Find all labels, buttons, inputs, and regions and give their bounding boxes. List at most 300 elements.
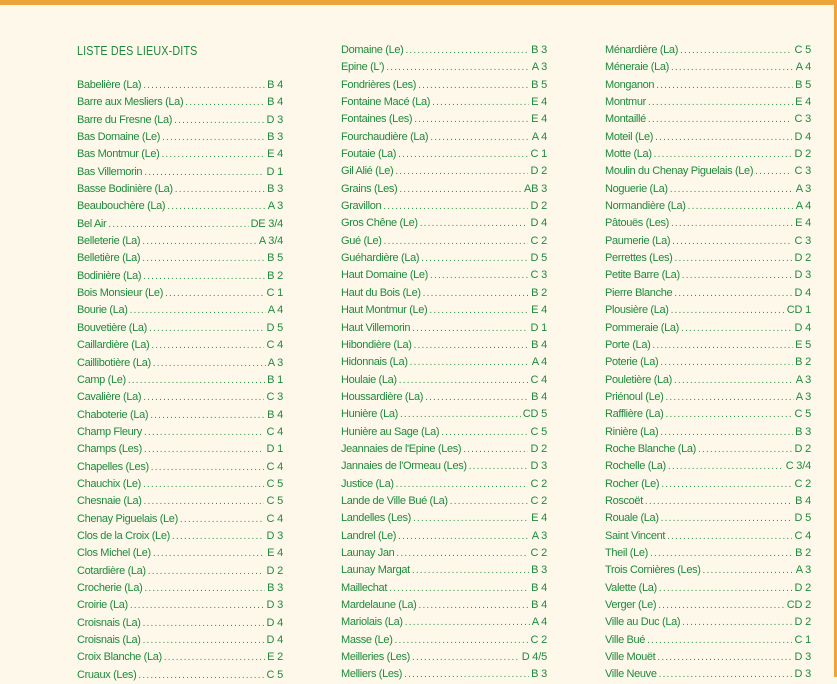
grid-reference: C 3 <box>794 165 811 178</box>
dot-leader <box>174 112 264 129</box>
grid-reference: B 4 <box>267 408 283 421</box>
dot-leader <box>656 77 793 94</box>
place-name: Caillibotière (La) <box>77 356 151 369</box>
place-name: Chaboterie (La) <box>77 408 149 421</box>
grid-reference: B 5 <box>267 252 283 265</box>
dot-leader <box>410 354 530 371</box>
list-item <box>77 580 283 597</box>
place-name: Montaillé <box>605 113 646 126</box>
dot-leader <box>143 77 265 94</box>
dot-leader <box>412 562 529 579</box>
dot-leader <box>153 545 265 562</box>
grid-reference: B 3 <box>531 668 547 681</box>
list-item <box>341 267 547 284</box>
grid-reference: D 2 <box>794 442 811 455</box>
grid-reference: C 2 <box>794 477 811 490</box>
place-name: Haut Domaine (Le) <box>341 269 428 282</box>
place-name: Mardelaune (La) <box>341 599 417 611</box>
list-item <box>605 614 811 631</box>
list-item <box>341 285 547 302</box>
place-name: Haut Montmur (Le) <box>341 304 428 317</box>
grid-reference: D 4/5 <box>521 651 547 664</box>
place-name: Hibondière (La) <box>341 338 412 351</box>
list-item <box>77 216 283 233</box>
dot-leader <box>164 649 265 666</box>
list-item <box>605 562 811 579</box>
grid-reference: C 4 <box>794 529 811 542</box>
grid-reference: A 3/4 <box>258 235 283 248</box>
dot-leader <box>162 129 265 146</box>
grid-reference: E 4 <box>267 148 283 161</box>
list-item <box>605 337 811 354</box>
place-name: Bas Montmur (Le) <box>77 148 160 161</box>
dot-leader <box>648 111 793 128</box>
place-name: Hunière au Sage (La) <box>341 425 440 438</box>
list-item <box>341 372 547 389</box>
dot-leader <box>144 164 264 181</box>
dot-leader <box>143 476 265 493</box>
list-item <box>77 528 283 545</box>
grid-reference: B 4 <box>531 581 547 594</box>
dot-leader <box>682 267 793 284</box>
dot-leader <box>389 580 529 597</box>
grid-reference: B 3 <box>267 131 283 144</box>
place-name: Clos de la Croix (Le) <box>77 529 170 542</box>
list-item <box>605 632 811 649</box>
list-item <box>605 372 811 389</box>
dot-leader <box>425 389 529 406</box>
dot-leader <box>654 146 793 163</box>
column-2 <box>341 42 547 684</box>
place-name: Trois Cornières (Les) <box>605 564 701 577</box>
grid-reference: D 3 <box>530 460 547 473</box>
place-name: Bel Air <box>77 217 107 230</box>
place-name: Epine (L') <box>341 61 385 74</box>
place-name: Gil Alié (Le) <box>341 165 394 178</box>
grid-reference: D 3 <box>266 113 283 126</box>
grid-reference: C 2 <box>530 494 547 507</box>
place-name: Cruaux (Les) <box>77 668 137 681</box>
dot-leader <box>420 215 529 232</box>
grid-reference: D 4 <box>794 130 811 143</box>
grid-reference: C 3 <box>794 113 811 126</box>
dot-leader <box>143 389 264 406</box>
list-item <box>605 302 811 319</box>
dot-leader <box>674 372 794 389</box>
place-name: Barre du Fresne (La) <box>77 113 173 126</box>
dot-leader <box>659 580 793 597</box>
dot-leader <box>404 666 529 683</box>
place-name: Rouale (La) <box>605 512 659 525</box>
list-item <box>605 181 811 198</box>
grid-reference: E 4 <box>531 512 547 525</box>
list-item <box>341 146 547 163</box>
grid-reference: A 3 <box>531 61 547 74</box>
place-name: Pierre Blanche <box>605 286 673 299</box>
grid-reference: B 4 <box>267 96 283 109</box>
grid-reference: D 3 <box>794 269 811 282</box>
dot-leader <box>463 441 528 458</box>
list-item <box>605 406 811 423</box>
list-item <box>341 597 547 614</box>
place-name: Petite Barre (La) <box>605 269 680 282</box>
grid-reference: D 3 <box>266 599 283 612</box>
list-item <box>341 111 547 128</box>
place-name: Belleterie (La) <box>77 235 141 248</box>
place-name: Ville au Duc (La) <box>605 616 681 629</box>
place-name: Chenay Piguelais (Le) <box>77 512 178 525</box>
grid-reference: C 2 <box>530 546 547 559</box>
dot-leader <box>143 268 265 285</box>
list-item <box>605 528 811 545</box>
list-item <box>77 649 283 666</box>
dot-leader <box>143 615 265 632</box>
grid-reference: B 4 <box>531 390 547 403</box>
list-item <box>341 528 547 545</box>
grid-reference: D 2 <box>266 564 283 577</box>
list-item <box>77 493 283 510</box>
list-item <box>341 302 547 319</box>
list-item <box>341 320 547 337</box>
list-item <box>341 215 547 232</box>
list-item <box>605 250 811 267</box>
place-name: Domaine (Le) <box>341 44 404 56</box>
place-name: Cavalière (La) <box>77 391 142 404</box>
place-name: Foutaie (La) <box>341 148 397 161</box>
place-name: Méneraie (La) <box>605 61 669 74</box>
dot-leader <box>172 528 265 545</box>
list-item <box>77 94 283 111</box>
grid-reference: A 4 <box>531 356 547 369</box>
grid-reference: B 3 <box>795 425 811 438</box>
list-item <box>605 320 811 337</box>
list-item <box>341 59 547 76</box>
place-name: Clos Michel (Le) <box>77 547 151 560</box>
grid-reference: C 5 <box>794 408 811 421</box>
grid-reference: B 1 <box>267 373 283 386</box>
list-item <box>77 597 283 614</box>
list-item <box>605 493 811 510</box>
grid-reference: C 2 <box>530 234 547 247</box>
list-item <box>605 163 811 180</box>
list-item <box>341 476 547 493</box>
grid-reference: C 1 <box>794 633 811 646</box>
list-item <box>77 337 283 354</box>
place-name: Basse Bodinière (La) <box>77 183 173 196</box>
place-name: Pâtouës (Les) <box>605 217 669 230</box>
grid-reference: A 3 <box>795 373 811 386</box>
dot-leader <box>655 129 792 146</box>
grid-reference: D 5 <box>530 252 547 265</box>
list-item <box>605 285 811 302</box>
grid-reference: D 4 <box>266 616 283 629</box>
place-name: Bourie (La) <box>77 304 128 317</box>
list-item <box>605 215 811 232</box>
place-name: Belletière (La) <box>77 252 141 265</box>
dot-leader <box>399 372 529 389</box>
grid-reference: D 2 <box>794 581 811 594</box>
list-item <box>341 424 547 441</box>
dot-leader <box>413 510 529 527</box>
list-item <box>77 77 283 94</box>
dot-leader <box>108 216 248 233</box>
dot-leader <box>395 163 528 180</box>
place-name: Saint Vincent <box>605 529 666 542</box>
list-item <box>341 562 547 579</box>
place-name: Croix Blanche (La) <box>77 651 162 664</box>
list-item <box>77 320 283 337</box>
grid-reference: A 3 <box>795 564 811 577</box>
dot-leader <box>647 632 792 649</box>
grid-reference: D 4 <box>266 634 283 646</box>
grid-reference: A 4 <box>531 130 547 143</box>
grid-reference: C 5 <box>266 668 283 681</box>
list-item <box>605 545 811 562</box>
place-name: Monganon <box>605 78 655 91</box>
grid-reference: CD 2 <box>786 599 811 611</box>
dot-leader <box>698 441 793 458</box>
dot-leader <box>412 320 528 337</box>
grid-reference: D 1 <box>530 321 547 334</box>
dot-leader <box>418 77 529 94</box>
list-item <box>77 129 283 146</box>
list-item <box>605 510 811 527</box>
dot-leader <box>665 389 793 406</box>
place-name: Noguerie (La) <box>605 182 668 195</box>
place-name: Beaubouchère (La) <box>77 200 166 213</box>
dot-leader <box>648 94 793 111</box>
grid-reference: B 5 <box>795 78 811 91</box>
place-name: Masse (Le) <box>341 633 393 646</box>
dot-leader <box>396 476 529 493</box>
place-name: Ville Mouët <box>605 651 656 664</box>
list-item <box>341 198 547 215</box>
place-name: Gros Chêne (Le) <box>341 217 418 230</box>
grid-reference: C 1 <box>266 287 283 300</box>
dot-leader <box>386 59 529 76</box>
grid-reference: D 2 <box>530 200 547 213</box>
grid-reference: E 5 <box>795 338 811 351</box>
place-name: Plousière (La) <box>605 304 669 317</box>
grid-reference: C 4 <box>266 425 283 438</box>
place-name: Haut Villemorin <box>341 321 411 334</box>
grid-reference: CD 5 <box>522 408 547 421</box>
dot-leader <box>430 267 528 284</box>
dot-leader <box>400 406 521 423</box>
list-item <box>341 441 547 458</box>
grid-reference: DE 3/4 <box>250 217 283 230</box>
list-item <box>77 198 283 215</box>
dot-leader <box>668 458 784 475</box>
place-name: Guéhardière (La) <box>341 252 420 265</box>
dot-leader <box>430 129 529 146</box>
dot-leader <box>681 320 793 337</box>
list-item <box>77 372 283 389</box>
list-item <box>341 649 547 666</box>
place-name: Rochelle (La) <box>605 460 666 473</box>
place-name: Hidonnais (La) <box>341 356 408 369</box>
place-name: Meilleries (Les) <box>341 651 410 664</box>
dot-leader <box>405 614 530 631</box>
place-name: Rafflière (La) <box>605 408 664 421</box>
place-name: Croisnais (La) <box>77 634 141 646</box>
list-item <box>77 615 283 632</box>
place-name: Fourchaudière (La) <box>341 130 429 143</box>
dot-leader <box>429 302 529 319</box>
list-item <box>77 667 283 684</box>
grid-reference: C 2 <box>530 633 547 646</box>
list-item <box>605 111 811 128</box>
grid-reference: E 4 <box>531 304 547 317</box>
list-item <box>341 337 547 354</box>
place-name: Pouletière (La) <box>605 373 672 386</box>
grid-reference: A 4 <box>795 61 811 74</box>
dot-leader <box>680 42 792 59</box>
dot-leader <box>682 614 792 631</box>
grid-reference: C 1 <box>530 148 547 161</box>
dot-leader <box>143 632 265 649</box>
place-name: Hunière (La) <box>341 408 398 421</box>
place-name: Houssardière (La) <box>341 390 424 403</box>
column-1 <box>77 77 283 684</box>
dot-leader <box>661 476 792 493</box>
list-item <box>605 458 811 475</box>
dot-leader <box>671 59 794 76</box>
dot-leader <box>659 666 793 683</box>
list-item <box>605 59 811 76</box>
grid-reference: C 2 <box>530 477 547 490</box>
dot-leader <box>161 146 265 163</box>
list-item <box>341 181 547 198</box>
dot-leader <box>144 441 265 458</box>
list-item <box>605 389 811 406</box>
list-item <box>605 233 811 250</box>
place-name: Caillardière (La) <box>77 339 150 352</box>
list-item <box>77 233 283 250</box>
dot-leader <box>383 198 528 215</box>
list-item <box>77 146 283 163</box>
place-name: Cotardière (La) <box>77 564 146 577</box>
list-item <box>605 424 811 441</box>
place-name: Chapelles (Les) <box>77 460 149 473</box>
grid-reference: B 3 <box>531 564 547 577</box>
grid-reference: D 3 <box>794 668 811 681</box>
list-item <box>77 511 283 528</box>
place-name: Chauchix (Le) <box>77 477 141 490</box>
dot-leader <box>395 632 529 649</box>
place-name: Landelles (Les) <box>341 512 411 525</box>
dot-leader <box>412 649 520 666</box>
dot-leader <box>674 285 792 302</box>
place-name: Chesnaie (La) <box>77 495 142 508</box>
grid-reference: B 3 <box>531 44 547 56</box>
grid-reference: D 4 <box>794 321 811 334</box>
dot-leader <box>469 458 529 475</box>
grid-reference: C 3 <box>794 234 811 247</box>
grid-reference: A 3 <box>795 182 811 195</box>
dot-leader <box>667 528 792 545</box>
dot-leader <box>138 667 264 684</box>
place-name: Croirie (La) <box>77 599 128 612</box>
place-name: Valette (La) <box>605 581 657 594</box>
place-name: Bois Monsieur (Le) <box>77 287 164 300</box>
place-name: Crocherie (La) <box>77 581 143 594</box>
list-item <box>77 355 283 372</box>
list-item <box>605 649 811 666</box>
dot-leader <box>421 250 528 267</box>
list-item <box>77 250 283 267</box>
dot-leader <box>180 511 265 528</box>
list-item <box>605 146 811 163</box>
dot-leader <box>151 337 264 354</box>
list-item <box>77 545 283 562</box>
list-item <box>77 181 283 198</box>
place-name: Priénoul (Le) <box>605 390 664 403</box>
dot-leader <box>396 545 528 562</box>
dot-leader <box>165 285 264 302</box>
list-item <box>341 42 547 59</box>
place-name: Normandière (La) <box>605 200 686 213</box>
place-name: Paumerie (La) <box>605 234 671 247</box>
dot-leader <box>688 198 794 215</box>
grid-reference: A 4 <box>795 200 811 213</box>
list-item <box>605 476 811 493</box>
dot-leader <box>652 337 793 354</box>
dot-leader <box>441 424 528 441</box>
place-name: Maillechat <box>341 581 388 594</box>
place-name: Grains (Les) <box>341 182 398 195</box>
list-item <box>341 129 547 146</box>
place-name: Launay Jan <box>341 546 395 559</box>
grid-reference: B 4 <box>267 79 283 91</box>
grid-reference: D 1 <box>266 165 283 178</box>
grid-reference: D 2 <box>794 252 811 265</box>
list-item <box>605 42 811 59</box>
place-name: Porte (La) <box>605 338 651 351</box>
list-item <box>77 407 283 424</box>
list-item <box>605 666 811 683</box>
place-name: Ville Neuve <box>605 668 657 681</box>
dot-leader <box>175 181 265 198</box>
place-name: Ménardière (La) <box>605 44 679 56</box>
list-item <box>77 476 283 493</box>
list-item <box>77 441 283 458</box>
place-name: Jannaies de l'Ormeau (Les) <box>341 460 467 473</box>
grid-reference: C 5 <box>794 44 811 56</box>
grid-reference: A 3 <box>795 390 811 403</box>
page-title: LISTE DES LIEUX-DITS <box>77 44 198 58</box>
grid-reference: D 5 <box>794 512 811 525</box>
dot-leader <box>423 285 529 302</box>
dot-leader <box>149 320 265 337</box>
grid-reference: C 5 <box>266 477 283 490</box>
dot-leader <box>398 146 528 163</box>
place-name: Barre aux Mesliers (La) <box>77 96 184 109</box>
place-name: Landrel (Le) <box>341 529 397 542</box>
place-name: Fontaine Macé (La) <box>341 96 431 109</box>
list-item <box>605 267 811 284</box>
grid-reference: B 2 <box>267 269 283 282</box>
dot-leader <box>144 580 265 597</box>
grid-reference: B 2 <box>795 356 811 369</box>
dot-leader <box>414 337 530 354</box>
place-name: Theil (Le) <box>605 546 648 559</box>
list-item <box>605 597 811 614</box>
place-name: Bouvetière (La) <box>77 321 147 334</box>
grid-reference: E 4 <box>531 96 547 109</box>
list-item <box>341 94 547 111</box>
place-name: Montmur <box>605 96 646 109</box>
